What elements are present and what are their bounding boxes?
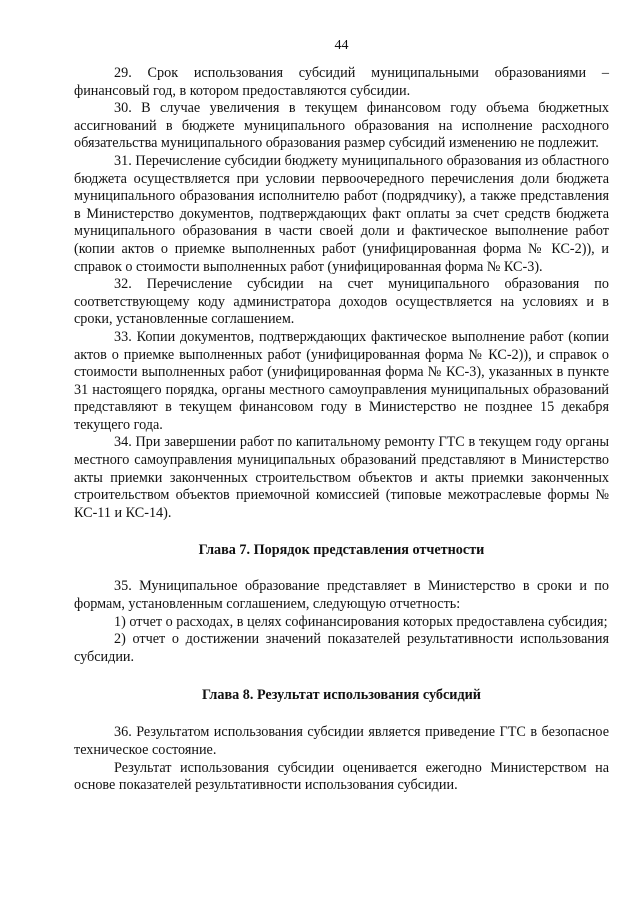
page-number: 44 <box>334 38 349 53</box>
paragraph-35: 35. Муниципальное образование представляет в Министерство в сроки и по формам, установленным соглашением, следующую отчетность: <box>74 578 609 613</box>
list-item-2: 2) отчет о достижении значений показателей результативности использования субсидии. <box>74 631 609 665</box>
chapter-7-heading: Глава 7. Порядок представления отчетности <box>198 542 485 559</box>
paragraph-33: 33. Копии документов, подтверждающих фактическое выполнение работ (копии актов о приемке выполненных работ (унифицированная форма № КС-2)), и справок о стоимости выполненных работ (унифицированная форма № КС-3), указанных в пункте 31 настоящего порядка, органы местного самоуправления муниципальных образований представляют в текущем финансовом году в Министерство не позднее 15 декабря текущего года. <box>74 328 609 433</box>
paragraph-31: 31. Перечисление субсидии бюджету муниципального образования из областного бюджета осуществляется при условии первоочередного перечисления доли бюджета муниципального образования исполнителю работ (подрядчику), а также представления в Министерство документов, подтверждающих факт оплаты за счет средств бюджета муниципального образования в части своей доли и фактическое выполнение работ (копии актов о приемке выполненных работ (унифицированная форма № КС-2)), и справок о стоимости выполненных работ (унифицированная форма № КС-3). <box>74 152 609 275</box>
paragraph-29: 29. Срок использования субсидий муниципальными образованиями – финансовый год, в котором предоставляются субсидии. <box>74 65 609 99</box>
paragraph-36: 36. Результатом использования субсидии является приведение ГТС в безопасное техническое состояние. <box>74 724 609 758</box>
paragraph-result: Результат использования субсидии оценивается ежегодно Министерством на основе показателей результативности использования субсидии. <box>74 759 609 794</box>
chapter-8-heading: Глава 8. Результат использования субсидий <box>201 687 481 704</box>
document-page <box>74 36 609 795</box>
paragraph-32: 32. Перечисление субсидии на счет муниципального образования по соответствующему коду администратора доходов осуществляется на условиях и в сроки, установленные соглашением. <box>74 276 609 328</box>
paragraph-34: 34. При завершении работ по капитальному ремонту ГТС в текущем году органы местного самоуправления муниципальных образований представляют в Министерство акты приемки законченных строительством объектов и акты приемки законченных строительством объектов приемочной комиссией (типовые межотраслевые формы № КС-11 и КС-14). <box>74 434 609 521</box>
list-item-1: 1) отчет о расходах, в целях софинансирования которых предоставлена субсидия; <box>114 613 608 630</box>
paragraph-30: 30. В случае увеличения в текущем финансовом году объема бюджетных ассигнований в бюджете муниципального образования на исполнение расходного обязательства муниципального образования размер субсидий изменению не подлежит. <box>74 100 609 152</box>
